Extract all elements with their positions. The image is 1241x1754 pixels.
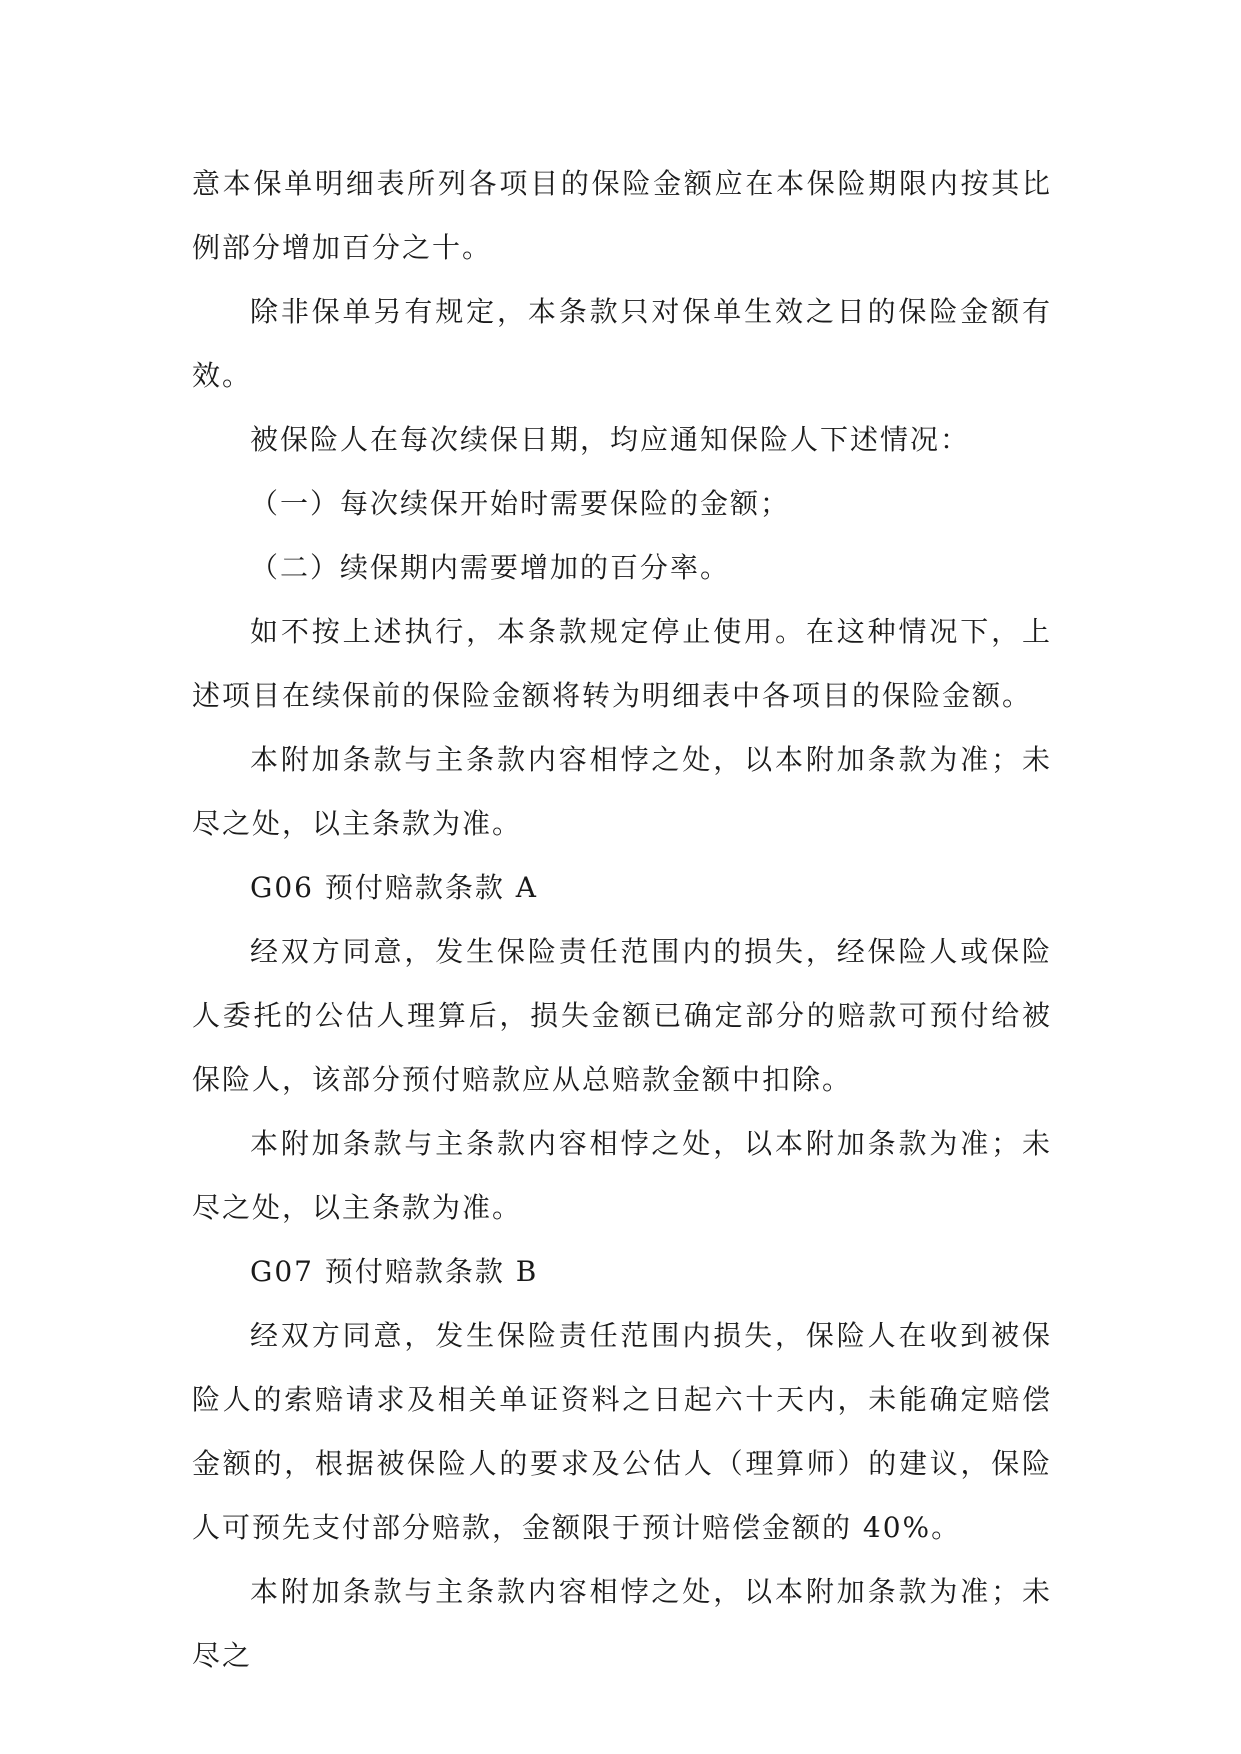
paragraph-truncated: 本附加条款与主条款内容相悖之处，以本附加条款为准；未尽之 <box>192 1575 1052 1672</box>
paragraph: 经双方同意，发生保险责任范围内的损失，经保险人或保险人委托的公估人理算后，损失金额已确定部分的赔款可预付给被保险人，该部分预付赔款应从总赔款金额中扣除。 <box>192 935 1052 1096</box>
paragraph: 被保险人在每次续保日期，均应通知保险人下述情况： <box>250 423 971 456</box>
paragraph-continuation: 意本保单明细表所列各项目的保险金额应在本保险期限内按其比例部分增加百分之十。 <box>192 167 1052 264</box>
clause-heading-g06: G06 预付赔款条款 A <box>250 871 539 904</box>
paragraph: 除非保单另有规定，本条款只对保单生效之日的保险金额有效。 <box>192 295 1052 392</box>
document-body <box>192 152 1052 1688</box>
list-item: （一）每次续保开始时需要保险的金额； <box>250 487 791 520</box>
paragraph: 经双方同意，发生保险责任范围内损失，保险人在收到被保险人的索赔请求及相关单证资料之日起六十天内，未能确定赔偿金额的，根据被保险人的要求及公估人（理算师）的建议，保险人可预先支付部分赔款，金额限于预计赔偿金额的 40%。 <box>192 1319 1052 1544</box>
clause-heading-g07: G07 预付赔款条款 B <box>250 1255 539 1288</box>
paragraph: 如不按上述执行，本条款规定停止使用。在这种情况下，上述项目在续保前的保险金额将转为明细表中各项目的保险金额。 <box>192 615 1052 712</box>
list-item: （二）续保期内需要增加的百分率。 <box>250 551 731 584</box>
paragraph: 本附加条款与主条款内容相悖之处，以本附加条款为准；未尽之处，以主条款为准。 <box>192 743 1052 840</box>
paragraph: 本附加条款与主条款内容相悖之处，以本附加条款为准；未尽之处，以主条款为准。 <box>192 1127 1052 1224</box>
